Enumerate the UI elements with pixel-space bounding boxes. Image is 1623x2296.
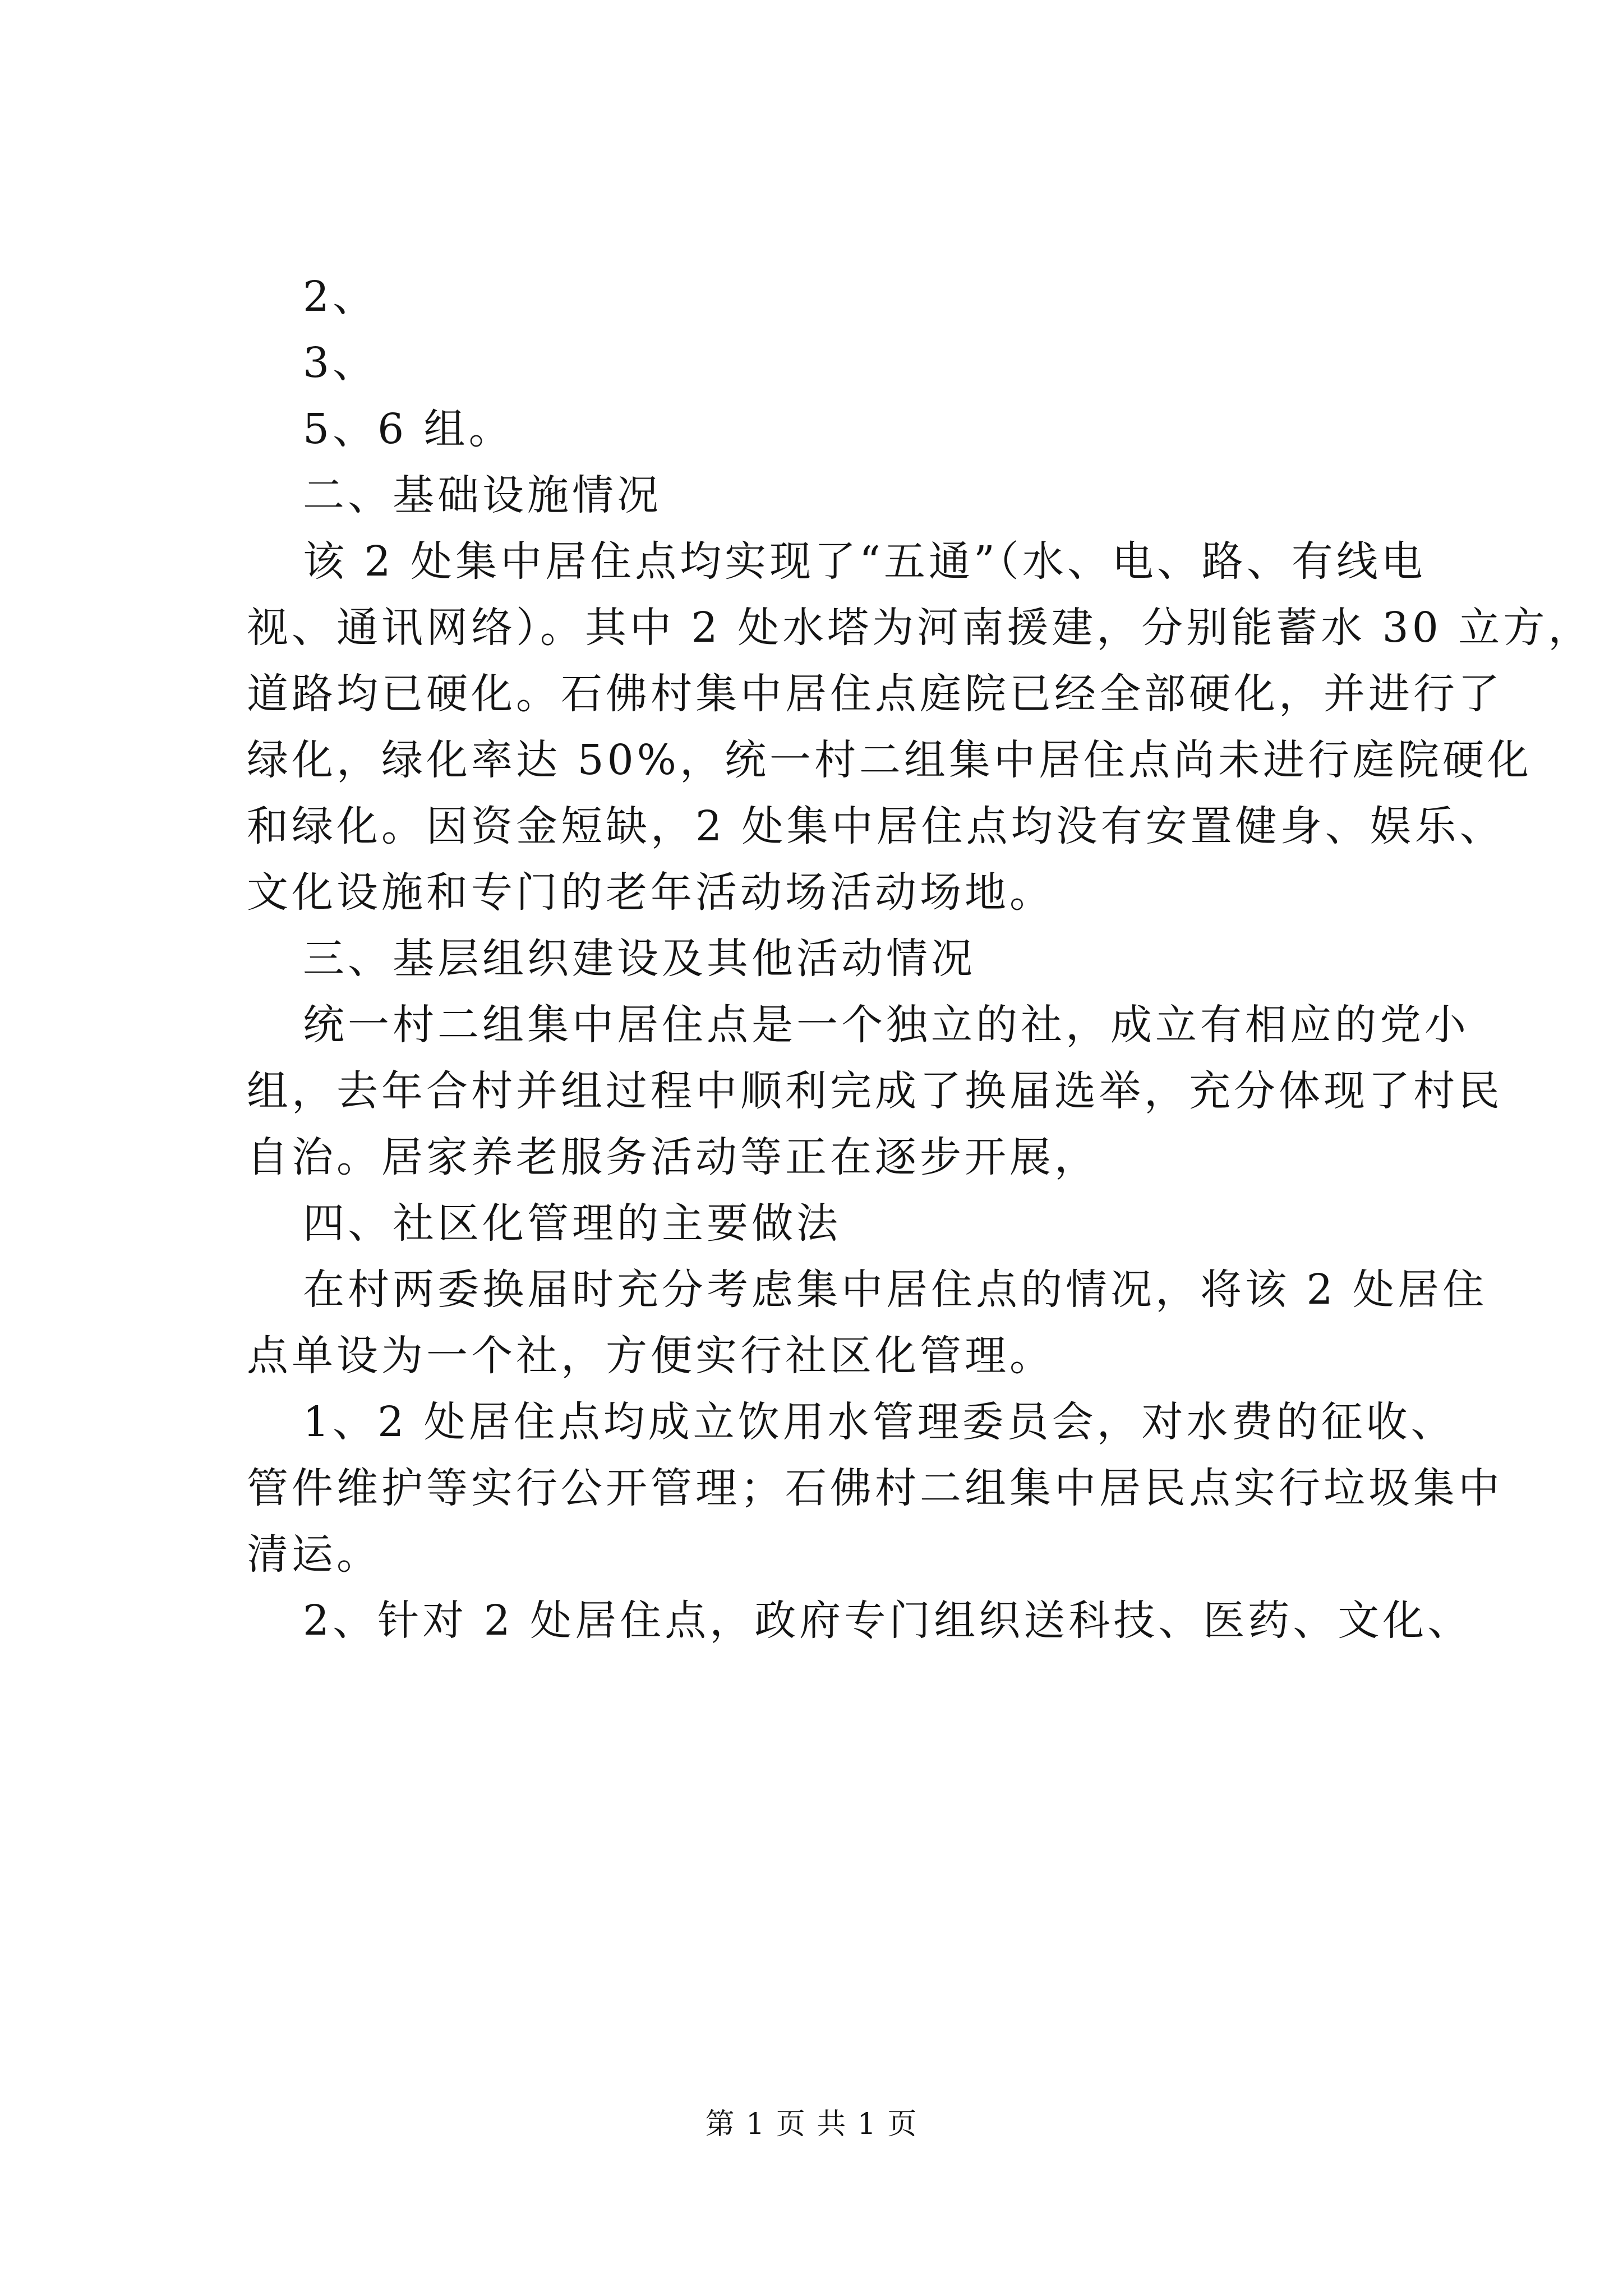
section-heading-organization: 三、基层组织建设及其他活动情况 [303,935,976,983]
paragraph-line: 在村两委换届时充分考虑集中居住点的情况，将该 2 处居住 [303,1266,1488,1314]
paragraph-line: 点单设为一个社，方便实行社区化管理。 [247,1332,1054,1380]
list-item-5-6: 5、6 组。 [303,405,514,453]
document-body [247,264,1593,1654]
paragraph-line: 视、通讯网络）。其中 2 处水塔为河南援建，分别能蓄水 30 立方， [247,604,1593,652]
paragraph-line: 2、针对 2 处居住点，政府专门组织送科技、医药、文化、 [303,1596,1473,1645]
paragraph-line: 自治。居家养老服务活动等正在逐步开展， [247,1133,1099,1181]
paragraph-line: 管件维护等实行公开管理；石佛村二组集中居民点实行垃圾集中 [247,1464,1503,1512]
paragraph-line: 统一村二组集中居住点是一个独立的社，成立有相应的党小 [303,1001,1469,1049]
section-heading-management: 四、社区化管理的主要做法 [303,1199,841,1248]
paragraph-line: 绿化，绿化率达 50%，统一村二组集中居住点尚未进行庭院硬化 [247,736,1532,784]
list-item-2: 2、 [303,273,378,321]
paragraph-line: 清运。 [247,1530,381,1579]
paragraph-line: 和绿化。因资金短缺，2 处集中居住点均没有安置健身、娱乐、 [247,802,1505,850]
paragraph-line: 道路均已硬化。石佛村集中居住点庭院已经全部硬化，并进行了 [247,670,1503,718]
paragraph-line: 1、2 处居住点均成立饮用水管理委员会，对水费的征收、 [303,1398,1456,1446]
paragraph-line: 该 2 处集中居住点均实现了“五通”（水、电、路、有线电 [303,537,1426,586]
paragraph-line: 文化设施和专门的老年活动场活动场地。 [247,868,1054,917]
section-heading-infrastructure: 二、基础设施情况 [303,471,662,519]
list-item-3: 3、 [303,339,378,387]
paragraph-line: 组，去年合村并组过程中顺利完成了换届选举，充分体现了村民 [247,1067,1503,1115]
page-number-footer: 第 1 页 共 1 页 [705,2108,918,2141]
